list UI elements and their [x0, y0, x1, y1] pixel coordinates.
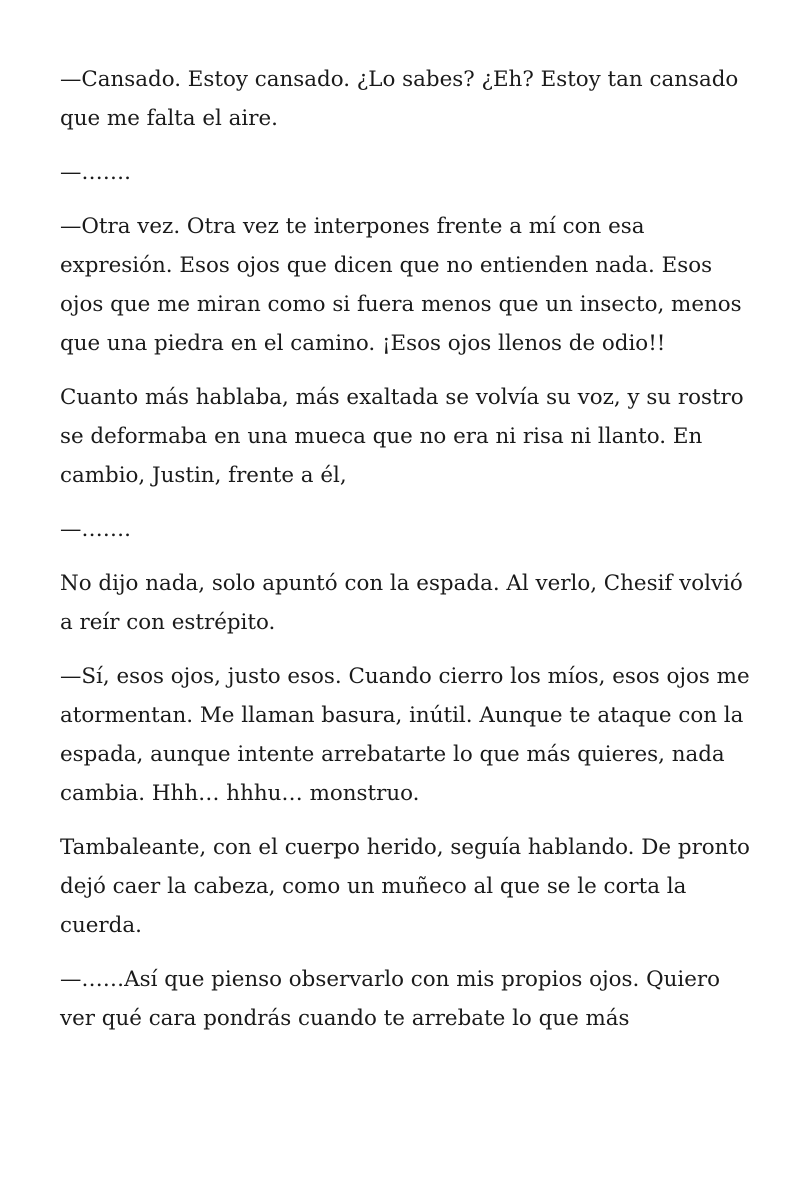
- page-text: [60, 60, 750, 1053]
- paragraph-5: —…….: [60, 517, 131, 542]
- paragraph-9: —……Así que pienso observarlo con mis propios ojos. Quiero ver qué cara pondrás cuando te arrebate lo que más: [60, 967, 721, 1031]
- paragraph-7: —Sí, esos ojos, justo esos. Cuando cierro los míos, esos ojos me atormentan. Me llaman basura, inútil. Aunque te ataque con la espada, aunque intente arrebatarte lo que más quieres, nada cambia. Hhh… hhhu… monstruo.: [60, 664, 750, 806]
- paragraph-2: —…….: [60, 160, 131, 185]
- paragraph-4: Cuanto más hablaba, más exaltada se volvía su voz, y su rostro se deformaba en una mueca que no era ni risa ni llanto. En cambio, Justin, frente a él,: [60, 385, 744, 488]
- paragraph-8: Tambaleante, con el cuerpo herido, seguía hablando. De pronto dejó caer la cabeza, como un muñeco al que se le corta la cuerda.: [60, 835, 750, 938]
- paragraph-1: —Cansado. Estoy cansado. ¿Lo sabes? ¿Eh? Estoy tan cansado que me falta el aire.: [60, 67, 739, 131]
- paragraph-6: No dijo nada, solo apuntó con la espada. Al verlo, Chesif volvió a reír con estrépito.: [60, 571, 743, 635]
- paragraph-3: —Otra vez. Otra vez te interpones frente a mí con esa expresión. Esos ojos que dicen que no entienden nada. Esos ojos que me miran como si fuera menos que un insecto, menos que una piedra en el camino. ¡Esos ojos llenos de odio!!: [60, 214, 742, 356]
